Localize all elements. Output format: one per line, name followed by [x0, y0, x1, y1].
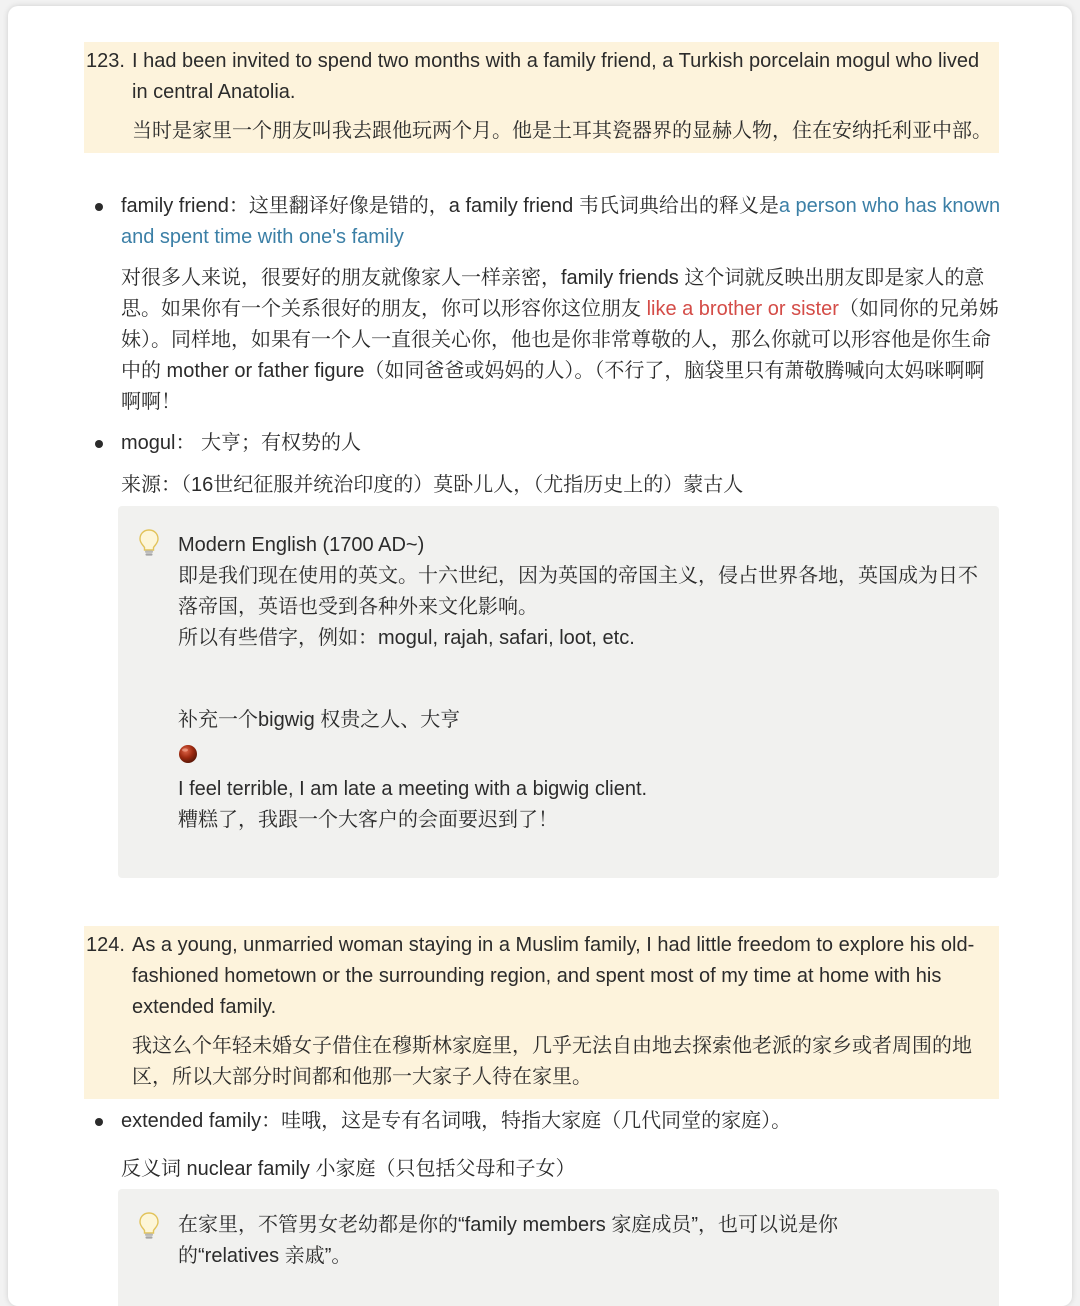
explanation-text-b: （如同你的兄弟姊妹）。同样地，如果有一个人一直很关心你，他也是你非常尊敬的人，那么你就可以形容他是你生命中的 mother or father figure（如同爸爸或妈妈的人）。（不行了，脑袋里只有萧敬腾喊向太妈咪啊啊啊啊！	[121, 298, 999, 413]
sentence-english: As a young, unmarried woman staying in a Muslim family, I had little freedom to explore his old-fashioned hometown or the surrounding region, and spent most of my time at home with his extended family.	[132, 934, 975, 1018]
callout-body	[178, 530, 979, 836]
chestnut-icon	[178, 744, 198, 764]
note-text: 大亨；有权势的人	[195, 432, 362, 454]
callout-heading: Modern English (1700 AD~)	[178, 534, 425, 556]
note-family-friend	[121, 191, 1001, 253]
callout-family-members	[118, 1189, 999, 1306]
note-term: mogul：	[121, 432, 196, 454]
bullet-dot	[95, 203, 103, 211]
note-text: 这里翻译好像是错的，a family friend 韦氏词典给出的释义是	[248, 195, 779, 217]
blank-line	[178, 654, 979, 705]
sentence-block-124	[84, 926, 999, 1099]
note-extended-family	[121, 1106, 1001, 1137]
sentence-number: 123.	[86, 50, 125, 72]
callout-extra: 补充一个bigwig 权贵之人、大亨	[178, 709, 461, 731]
note-term: extended family：	[121, 1110, 282, 1132]
definition-link[interactable]: a person who has known and spent time with one's family	[121, 195, 1001, 248]
callout-line: 所以有些借字，例如：mogul, rajah, safari, loot, etc.	[178, 627, 635, 649]
lightbulb-icon	[138, 528, 160, 558]
note-mogul	[121, 428, 1001, 459]
sentence-chinese: 我这么个年轻未婚女子借住在穆斯林家庭里，几乎无法自由地去探索他老派的家乡或者周围的地区，所以大部分时间都和他那一大家子人待在家里。	[132, 1035, 972, 1088]
bullet-dot	[95, 440, 103, 448]
explanation-text-a: 对很多人来说，很要好的朋友就像家人一样亲密，family friends 这个词就反映出朋友即是家人的意思。如果你有一个关系很好的朋友，你可以形容你这位朋友	[121, 267, 985, 320]
callout-line: 即是我们现在使用的英文。十六世纪，因为英国的帝国主义，侵占世界各地，英国成为日不落帝国，英语也受到各种外来文化影响。	[178, 565, 978, 618]
sentence-chinese: 当时是家里一个朋友叫我去跟他玩两个月。他是土耳其瓷器界的显赫人物，住在安纳托利亚中部。	[132, 120, 992, 142]
lightbulb-icon	[138, 1211, 160, 1241]
family-friend-explanation	[121, 263, 1001, 418]
callout-body: 在家里，不管男女老幼都是你的“family members 家庭成员”，也可以说是你的“relatives 亲戚”。	[178, 1214, 839, 1267]
sentence-number: 124.	[86, 934, 125, 956]
example-chinese: 糟糕了，我跟一个大客户的会面要迟到了！	[178, 809, 558, 831]
example-english: I feel terrible, I am late a meeting with a bigwig client.	[178, 778, 648, 800]
antonym-note: 反义词 nuclear family 小家庭（只包括父母和子女）	[121, 1158, 576, 1180]
sentence-english: I had been invited to spend two months with a family friend, a Turkish porcelain mogul who lived in central Anatolia.	[132, 50, 980, 103]
note-text: 哇哦，这是专有名词哦，特指大家庭（几代同堂的家庭）。	[281, 1110, 792, 1132]
page	[8, 6, 1072, 1306]
note-term: family friend：	[121, 195, 249, 217]
bullet-dot	[95, 1118, 103, 1126]
callout-modern-english	[118, 506, 999, 878]
sentence-block-123	[84, 42, 999, 153]
mogul-origin: 来源：（16世纪征服并统治印度的）莫卧儿人，（尤指历史上的）蒙古人	[121, 474, 744, 496]
explanation-highlight: like a brother or sister	[646, 298, 839, 320]
